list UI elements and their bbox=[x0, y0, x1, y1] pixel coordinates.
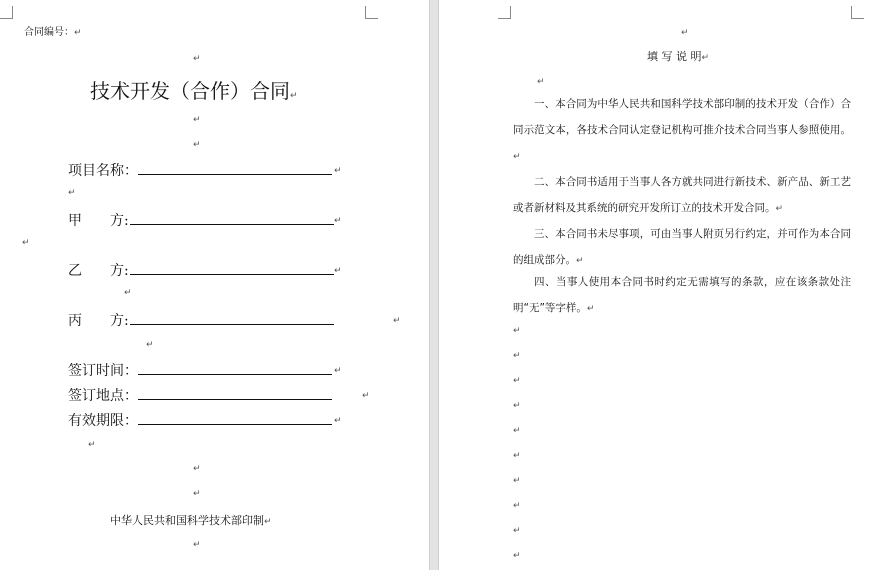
paragraph-mark: ↵ bbox=[334, 266, 342, 276]
paragraph-mark: ↵ bbox=[513, 526, 521, 536]
document-title[interactable] bbox=[90, 75, 298, 104]
field-project-name[interactable] bbox=[68, 160, 332, 180]
fill-in-line[interactable] bbox=[138, 360, 332, 375]
margin-corner-mark bbox=[851, 6, 864, 19]
page-gutter bbox=[429, 0, 439, 570]
publisher-line[interactable] bbox=[110, 512, 272, 528]
paragraph-mark: ↵ bbox=[576, 256, 584, 266]
paragraph-mark: ↵ bbox=[334, 416, 342, 426]
paragraph-mark: ↵ bbox=[513, 551, 521, 561]
field-label: 有效期限： bbox=[68, 413, 138, 429]
field-party-b[interactable] bbox=[68, 260, 334, 280]
field-party-a[interactable] bbox=[68, 210, 334, 230]
fill-in-line[interactable] bbox=[130, 310, 334, 325]
field-party-c[interactable] bbox=[68, 310, 334, 330]
fill-in-line[interactable] bbox=[138, 160, 332, 175]
paragraph-mark: ↵ bbox=[193, 115, 201, 125]
paragraph-mark: ↵ bbox=[74, 28, 82, 38]
paragraph-mark: ↵ bbox=[264, 517, 272, 527]
field-label: 签订地点： bbox=[68, 388, 138, 404]
page-instructions bbox=[439, 0, 875, 570]
paragraph-mark: ↵ bbox=[681, 28, 689, 38]
paragraph-mark: ↵ bbox=[193, 540, 201, 550]
page-cover bbox=[0, 0, 429, 570]
field-label: 签订时间： bbox=[68, 363, 138, 379]
field-label: 甲 方: bbox=[68, 213, 129, 229]
paragraph-mark: ↵ bbox=[513, 326, 521, 336]
paragraph-mark: ↵ bbox=[513, 401, 521, 411]
paragraph-mark: ↵ bbox=[334, 166, 342, 176]
paragraph-mark: ↵ bbox=[334, 366, 342, 376]
paragraph-mark: ↵ bbox=[193, 489, 201, 499]
instruction-paragraph[interactable] bbox=[513, 269, 851, 322]
fill-in-line[interactable] bbox=[130, 210, 334, 225]
publisher-text: 中华人民共和国科学技术部印制 bbox=[110, 514, 264, 527]
fill-in-line[interactable] bbox=[130, 260, 334, 275]
paragraph-mark: ↵ bbox=[193, 140, 201, 150]
paragraph-mark: ↵ bbox=[513, 426, 521, 436]
instructions-heading[interactable] bbox=[647, 48, 709, 64]
field-label: 乙 方: bbox=[68, 263, 129, 279]
contract-number-line[interactable] bbox=[24, 23, 82, 38]
paragraph-mark: ↵ bbox=[290, 91, 298, 101]
paragraph-mark: ↵ bbox=[701, 53, 710, 63]
instruction-text: 四、当事人使用本合同书时约定无需填写的条款，应在该条款处注明“无”等字样。 bbox=[513, 276, 851, 314]
margin-corner-mark bbox=[498, 6, 511, 19]
instruction-paragraph[interactable] bbox=[513, 221, 851, 274]
contract-number-label: 合同编号： bbox=[24, 27, 74, 38]
paragraph-mark: ↵ bbox=[513, 376, 521, 386]
paragraph-mark: ↵ bbox=[513, 451, 521, 461]
paragraph-mark: ↵ bbox=[146, 340, 154, 350]
paragraph-mark: ↵ bbox=[775, 204, 784, 214]
instruction-text: 一、本合同为中华人民共和国科学技术部印制的技术开发（合作）合同示范文本，各技术合同认定登记机构可推介技术合同当事人参照使用。 bbox=[513, 98, 851, 136]
field-signing-place[interactable] bbox=[68, 385, 332, 405]
paragraph-mark: ↵ bbox=[537, 77, 545, 87]
paragraph-mark: ↵ bbox=[193, 54, 201, 64]
paragraph-mark: ↵ bbox=[88, 440, 96, 450]
instruction-text: 三、本合同书未尽事项，可由当事人附页另行约定，并可作为本合同的组成部分。 bbox=[513, 228, 851, 266]
fill-in-line[interactable] bbox=[138, 410, 332, 425]
instructions-heading-text: 填 写 说 明 bbox=[647, 50, 702, 63]
instruction-paragraph[interactable] bbox=[513, 91, 851, 170]
field-label: 项目名称： bbox=[68, 163, 138, 179]
paragraph-mark: ↵ bbox=[68, 188, 76, 198]
paragraph-mark: ↵ bbox=[513, 351, 521, 361]
instruction-paragraph[interactable] bbox=[513, 169, 851, 222]
paragraph-mark: ↵ bbox=[586, 304, 595, 314]
paragraph-mark: ↵ bbox=[513, 501, 521, 511]
paragraph-mark: ↵ bbox=[334, 216, 342, 226]
fill-in-line[interactable] bbox=[138, 385, 332, 400]
margin-corner-mark bbox=[365, 6, 378, 19]
paragraph-mark: ↵ bbox=[22, 238, 30, 248]
instruction-text: 二、本合同书适用于当事人各方就共同进行新技术、新产品、新工艺或者新材料及其系统的研究开发所订立的技术开发合同。 bbox=[513, 176, 851, 214]
paragraph-mark: ↵ bbox=[124, 288, 132, 298]
field-validity-period[interactable] bbox=[68, 410, 332, 430]
paragraph-mark: ↵ bbox=[362, 391, 370, 401]
paragraph-mark: ↵ bbox=[513, 152, 521, 162]
paragraph-mark: ↵ bbox=[513, 476, 521, 486]
field-label: 丙 方: bbox=[68, 313, 129, 329]
paragraph-mark: ↵ bbox=[193, 464, 201, 474]
paragraph-mark: ↵ bbox=[393, 316, 401, 326]
field-signing-date[interactable] bbox=[68, 360, 332, 380]
document-title-text: 技术开发（合作）合同 bbox=[90, 79, 290, 103]
margin-corner-mark bbox=[0, 6, 13, 19]
